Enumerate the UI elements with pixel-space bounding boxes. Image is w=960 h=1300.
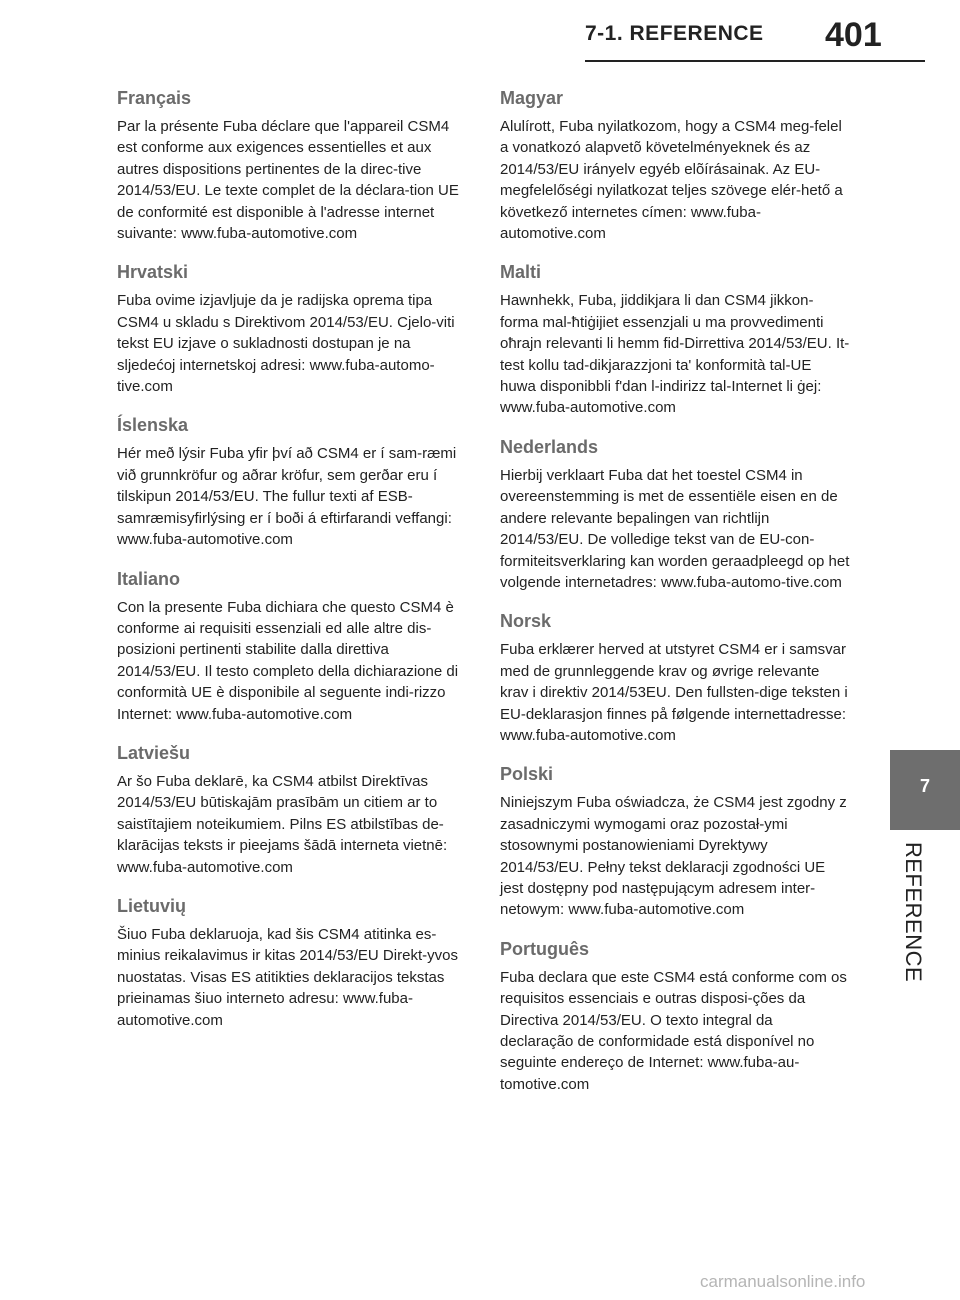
lang-title: Italiano [117, 568, 181, 589]
page-header [585, 12, 925, 62]
lang-block-latvian [117, 739, 463, 878]
lang-block-italian [117, 565, 463, 725]
lang-block-icelandic [117, 411, 463, 550]
chapter-label: REFERENCE [901, 842, 926, 983]
lang-block-portuguese [500, 935, 850, 1095]
lang-block-lithuanian [117, 892, 463, 1031]
lang-text: Ar šo Fuba deklarē, ka CSM4 atbilst Direktīvas 2014/53/EU būtiskajām prasībām un citiem ar to saistītajiem noteikumiem. Pilns ES atbilstības de-klarācijas teksts ir pieejams šādā interneta vietnē: www.fuba-automotive.com [117, 772, 448, 876]
lang-title: Magyar [500, 88, 564, 108]
lang-title: Lietuvių [117, 895, 187, 916]
section-title: 7-1. REFERENCE [585, 22, 764, 45]
lang-title: Norsk [500, 611, 552, 632]
lang-text: Šiuo Fuba deklaruoja, kad šis CSM4 atitinka es-minius reikalavimus ir kitas 2014/53/EU Direkt-yvos nuostatas. Visas ES atitikties deklaracijos tekstas prieinamas šiuo interneto adresu: www.fuba-automotive.com [117, 925, 458, 1029]
lang-block-polish [500, 760, 850, 920]
header-rule [585, 60, 925, 62]
lang-block-dutch [500, 433, 850, 593]
lang-title: Nederlands [500, 436, 599, 457]
lang-text: Alulírott, Fuba nyilatkozom, hogy a CSM4 meg-felel a vonatkozó alapvetõ követelményeknek és az 2014/53/EU irányelv egyéb elõírásainak. Az EU-megfelelőségi nyilatkozat teljes szövege elér-hető a következő internetes címen: www.fuba-automotive.com [500, 118, 843, 243]
lang-block-french [117, 84, 463, 244]
lang-block-norwegian [500, 607, 850, 746]
lang-title: Français [117, 88, 192, 108]
page-number: 401 [825, 16, 882, 54]
lang-text: Par la présente Fuba déclare que l'appareil CSM4 est conforme aux exigences essentielles et aux autres dispositions pertinentes de la direc-tive 2014/53/EU. Le texte complet de la déclara-tion UE de conformité est disponible à l'adresse internet suivante: www.fuba-automotive.com [117, 118, 459, 243]
lang-title: Íslenska [117, 415, 189, 436]
lang-title: Polski [500, 764, 554, 785]
lang-block-croatian [117, 258, 463, 397]
watermark: carmanualsonline.info [700, 1272, 866, 1291]
lang-title: Português [500, 938, 590, 959]
lang-block-maltese [500, 258, 850, 418]
chapter-tab[interactable] [890, 750, 960, 830]
lang-title: Latviešu [117, 742, 191, 763]
chapter-number: 7 [919, 776, 930, 796]
left-column [117, 84, 463, 1045]
lang-text: Hawnhekk, Fuba, jiddikjara li dan CSM4 jikkon-forma mal-ħtiġijiet essenzjali u ma provvedimenti oħrajn relevanti li hemm fid-Dirrettiva 2014/53/EU. It-test kollu tad-dikjarazzjoni ta' konformità tal-UE huwa disponibbli f'dan l-indirizz tal-Internet li ġej: www.fuba-automotive.com [500, 292, 850, 417]
lang-title: Hrvatski [117, 262, 189, 283]
lang-text: Con la presente Fuba dichiara che questo CSM4 è conforme ai requisiti essenziali ed alle altre dis-posizioni pertinenti stabilite dalla direttiva 2014/53/EU. Il testo completo della dichiarazione di conformità UE è disponibile al seguente indi-rizzo Internet: www.fuba-automotive.com [117, 598, 459, 723]
lang-title: Malti [500, 262, 542, 283]
lang-text: Fuba declara que este CSM4 está conforme com os requisitos essenciais e outras disposi-ções da Directiva 2014/53/EU. O texto integral da declaração de conformidade está disponível no seguinte endereço de Internet: www.fuba-au-tomotive.com [500, 968, 847, 1093]
lang-text: Fuba erklærer herved at utstyret CSM4 er i samsvar med de grunnleggende krav og øvrige relevante krav i direktiv 2014/53EU. Den fullsten-dige teksten i EU-deklarasjon finnes på følgende internettadresse: www.fuba-automotive.com [500, 641, 848, 744]
lang-text: Hér með lýsir Fuba yfir því að CSM4 er í sam-ræmi við grunnkröfur og aðrar kröfur, sem gerðar eru í tilskipun 2014/53/EU. The fullur texti af ESB-samræmisyfirlýsing er í boði á eftirfarandi veffangi: www.fuba-automotive.com [117, 445, 457, 549]
lang-text: Niniejszym Fuba oświadcza, że CSM4 jest zgodny z zasadniczymi wymogami oraz pozostał-ymi stosownymi postanowieniami Dyrektywy 2014/53/EU. Pełny tekst deklaracji zgodności UE jest dostępny pod następującym adresem inter-netowym: www.fuba-automotive.com [500, 794, 847, 919]
right-column [500, 84, 850, 1109]
lang-text: Hierbij verklaart Fuba dat het toestel CSM4 in overeenstemming is met de essentiële eisen en de andere relevante bepalingen van richtlijn 2014/53/EU. De volledige tekst van de EU-con-formiteitsverklaring kan worden geraadpleegd op het volgende internetadres: www.fuba-automo-tive.com [500, 466, 850, 591]
lang-text: Fuba ovime izjavljuje da je radijska oprema tipa CSM4 u skladu s Direktivom 2014/53/EU. Cjelo-viti tekst EU izjave o sukladnosti dostupan je na sljedećoj internetskoj adresi: www.fuba-automo-tive.com [117, 292, 455, 396]
lang-block-hungarian [500, 84, 850, 244]
